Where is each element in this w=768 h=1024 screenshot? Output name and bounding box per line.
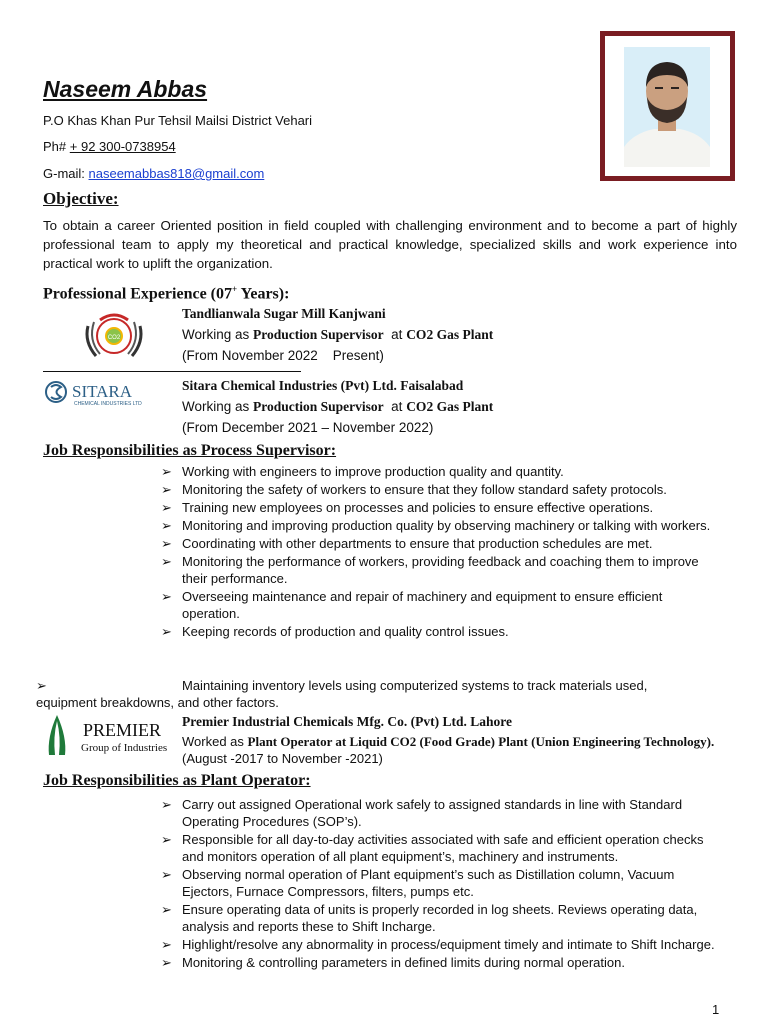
responsibility-item	[161, 796, 721, 830]
responsibility-text: Ensure operating data of units is properly recorded in log sheets. Reviews operating data, analysis and reports these to Shift Incharge.	[182, 902, 698, 934]
email-label: G-mail:	[43, 166, 85, 181]
responsibility-text: Working with engineers to improve production quality and quantity.	[182, 464, 564, 479]
job2-plant: CO2 Gas Plant	[406, 399, 494, 414]
experience-heading-end: ):	[278, 285, 290, 303]
objective-heading: Objective:	[43, 189, 119, 208]
bullet-arrow-icon: ➢	[161, 536, 172, 551]
responsibility-text: Observing normal operation of Plant equipment’s such as Distillation column, Vacuum Ejectors, Furnace Compressors, filters, pumps etc.	[182, 867, 675, 899]
responsibility-text: Monitoring the performance of workers, providing feedback and coaching them to improve their performance.	[182, 554, 699, 586]
responsibility-text: Keeping records of production and quality control issues.	[182, 624, 509, 639]
page-number: 1	[712, 1002, 720, 1017]
bullet-arrow-icon: ➢	[36, 678, 47, 693]
premier-logo-text: PREMIER	[83, 720, 162, 740]
supervisor-last-item-line1: Maintaining inventory levels using computerized systems to track materials used,	[182, 678, 648, 693]
responsibility-text: Overseeing maintenance and repair of machinery and equipment to ensure efficient operation.	[182, 589, 663, 621]
phone-label: Ph#	[43, 139, 67, 154]
premier-role-prefix: Worked as	[182, 734, 248, 749]
supervisor-last-item-line2: equipment breakdowns, and other factors.	[36, 695, 279, 710]
responsibility-item	[161, 954, 721, 971]
email-link[interactable]: naseemabbas818@gmail.com	[88, 166, 265, 181]
responsibility-item	[161, 936, 721, 953]
address: P.O Khas Khan Pur Tehsil Mailsi District Vehari	[43, 113, 313, 128]
sitara-logo	[44, 377, 162, 407]
bullet-arrow-icon: ➢	[161, 554, 172, 569]
email-line	[43, 166, 264, 181]
supervisor-heading: Job Responsibilities as Process Supervisor:	[43, 442, 337, 459]
responsibility-item	[161, 499, 721, 516]
experience-heading-suffix: Years	[237, 285, 279, 303]
bullet-arrow-icon: ➢	[161, 902, 172, 917]
bullet-arrow-icon: ➢	[161, 797, 172, 812]
bullet-arrow-icon: ➢	[161, 955, 172, 970]
responsibility-item	[161, 517, 721, 534]
responsibility-item	[161, 866, 721, 900]
job2-period: (From December 2021 – November 2022)	[182, 420, 434, 435]
operator-heading: Job Responsibilities as Plant Operator:	[43, 772, 311, 789]
responsibility-text: Training new employees on processes and policies to ensure effective operations.	[182, 500, 654, 515]
job1-plant: CO2 Gas Plant	[406, 327, 494, 342]
job2-role-prefix: Working as	[182, 399, 254, 414]
section-divider	[43, 371, 301, 372]
responsibility-item	[161, 553, 721, 587]
phone-number[interactable]: + 92 300-0738954	[69, 139, 176, 154]
bullet-arrow-icon: ➢	[161, 464, 172, 479]
experience-heading	[43, 284, 289, 303]
responsibility-item	[161, 831, 721, 865]
responsibility-text: Monitoring the safety of workers to ensure that they follow standard safety protocols.	[182, 482, 667, 497]
bullet-arrow-icon: ➢	[161, 832, 172, 847]
sitara-logo-sub: CHEMICAL INDUSTRIES LTD	[74, 401, 142, 407]
responsibility-item	[161, 463, 721, 480]
bullet-arrow-icon: ➢	[161, 867, 172, 882]
premier-role: Plant Operator at Liquid CO2 (Food Grade) Plant (Union Engineering Technology).	[247, 734, 715, 749]
premier-company: Premier Industrial Chemicals Mfg. Co. (Pvt) Ltd. Lahore	[182, 714, 512, 729]
bullet-arrow-icon: ➢	[161, 482, 172, 497]
job2-role: Production Supervisor	[253, 399, 384, 414]
objective-text: To obtain a career Oriented position in field coupled with challenging environment and to become a part of highly professional team to apply my theoretical and practical knowledge, specialized skills and work experience into practical work to uplift the organization.	[43, 218, 737, 271]
job1-role: Production Supervisor	[253, 327, 384, 342]
experience-heading-sup: +	[232, 284, 238, 294]
premier-role-line	[182, 733, 722, 767]
job1-role-prefix: Working as	[182, 327, 254, 342]
job2-role-line	[182, 399, 493, 415]
responsibility-text: Monitoring and improving production quality by observing machinery or talking with workers.	[182, 518, 711, 533]
responsibility-item	[161, 535, 721, 552]
job1-role-line	[182, 327, 493, 343]
job1-period: (From November 2022 Present)	[182, 348, 384, 363]
bullet-arrow-icon: ➢	[161, 518, 172, 533]
responsibility-text: Responsible for all day-to-day activities associated with safe and efficient operation checks and monitors operation of all plant equipment’s, machinery and instruments.	[182, 832, 704, 864]
responsibility-text: Carry out assigned Operational work safely to assigned standards in line with Standard Operating Procedures (SOP’s).	[182, 797, 683, 829]
phone-line	[43, 139, 176, 154]
bullet-arrow-icon: ➢	[161, 624, 172, 639]
candidate-name: Naseem Abbas	[43, 76, 208, 102]
responsibility-item	[161, 588, 721, 622]
operator-responsibility-list	[161, 796, 721, 972]
premier-period: (August -2017 to November -2021)	[182, 751, 383, 766]
profile-photo	[624, 47, 710, 167]
premier-logo-sub: Group of Industries	[81, 742, 168, 754]
job1-company: Tandlianwala Sugar Mill Kanjwani	[182, 306, 386, 321]
profile-photo-frame	[600, 31, 735, 181]
tandlianwala-logo-text: CO2	[107, 335, 121, 341]
sitara-logo-text: SITARA	[72, 382, 133, 401]
responsibility-text: Monitoring & controlling parameters in defined limits during normal operation.	[182, 955, 625, 970]
supervisor-responsibility-list	[161, 463, 721, 641]
experience-heading-prefix: Professional Experience (07	[43, 285, 233, 303]
responsibility-text: Highlight/resolve any abnormality in process/equipment timely and intimate to Shift Incharge.	[182, 937, 715, 952]
responsibility-item	[161, 623, 721, 640]
bullet-arrow-icon: ➢	[161, 500, 172, 515]
job2-company: Sitara Chemical Industries (Pvt) Ltd. Faisalabad	[182, 378, 464, 393]
responsibility-item	[161, 901, 721, 935]
bullet-arrow-icon: ➢	[161, 589, 172, 604]
bullet-arrow-icon: ➢	[161, 937, 172, 952]
tandlianwala-logo	[80, 306, 148, 368]
responsibility-item	[161, 481, 721, 498]
responsibility-text: Coordinating with other departments to ensure that production schedules are met.	[182, 536, 653, 551]
job2-role-mid: at	[383, 399, 407, 414]
premier-logo	[43, 713, 169, 757]
job1-role-mid: at	[383, 327, 407, 342]
